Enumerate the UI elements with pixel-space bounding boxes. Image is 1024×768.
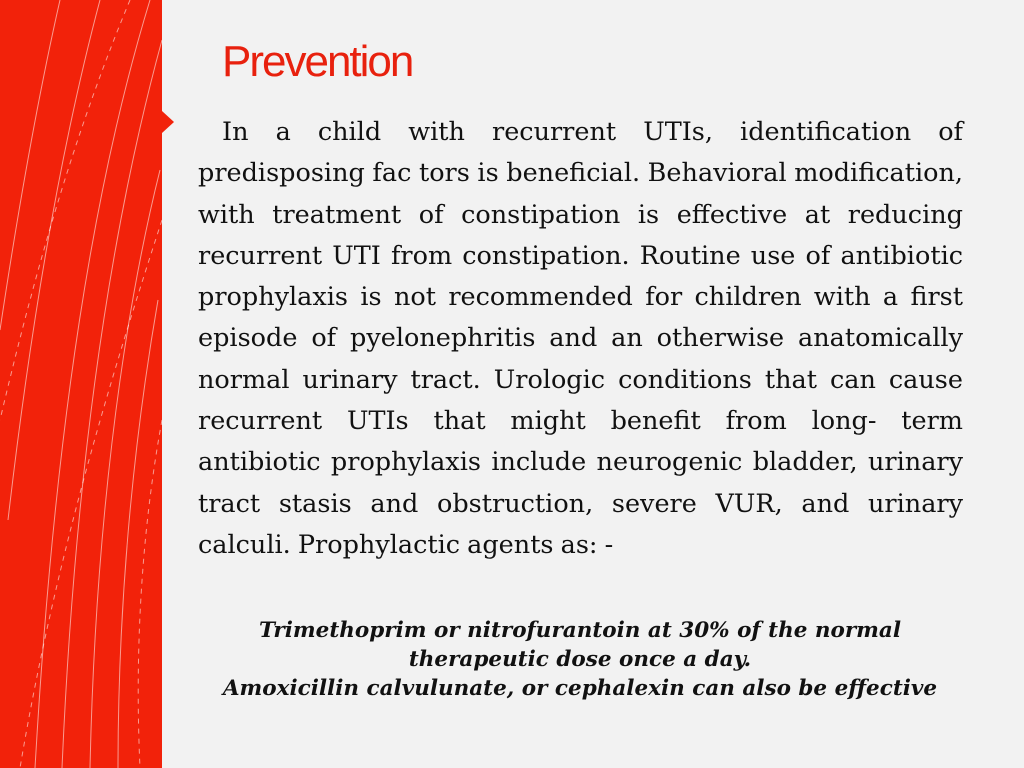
sidebar-line-pattern bbox=[0, 0, 162, 768]
agents-line-2: therapeutic dose once a day. bbox=[408, 647, 752, 672]
sidebar-pointer bbox=[162, 111, 174, 133]
body-paragraph: In a child with recurrent UTIs, identification of predisposing fac tors is beneficial. Behavioral modification, with treatment of constipation is effective at reducing recurrent UTI from constipation. Routine use of antibiotic prophylaxis is not recommended for children with a first episode of pyelonephritis and an otherwise anatomically normal urinary tract. Urologic conditions that can cause recurrent UTIs that might benefit from long- term antibiotic prophylaxis include neurogenic bladder, urinary tract stasis and obstruction, severe VUR, and urinary calculi. Prophylactic agents as: - bbox=[198, 117, 963, 560]
decorative-sidebar bbox=[0, 0, 162, 768]
prophylactic-agents bbox=[190, 616, 970, 703]
agents-line-1: Trimethoprim or nitrofurantoin at 30% of the normal bbox=[258, 618, 902, 643]
agents-line-3: Amoxicillin calvulunate, or cephalexin can also be effective bbox=[222, 676, 938, 701]
slide-title: Prevention bbox=[222, 37, 413, 86]
